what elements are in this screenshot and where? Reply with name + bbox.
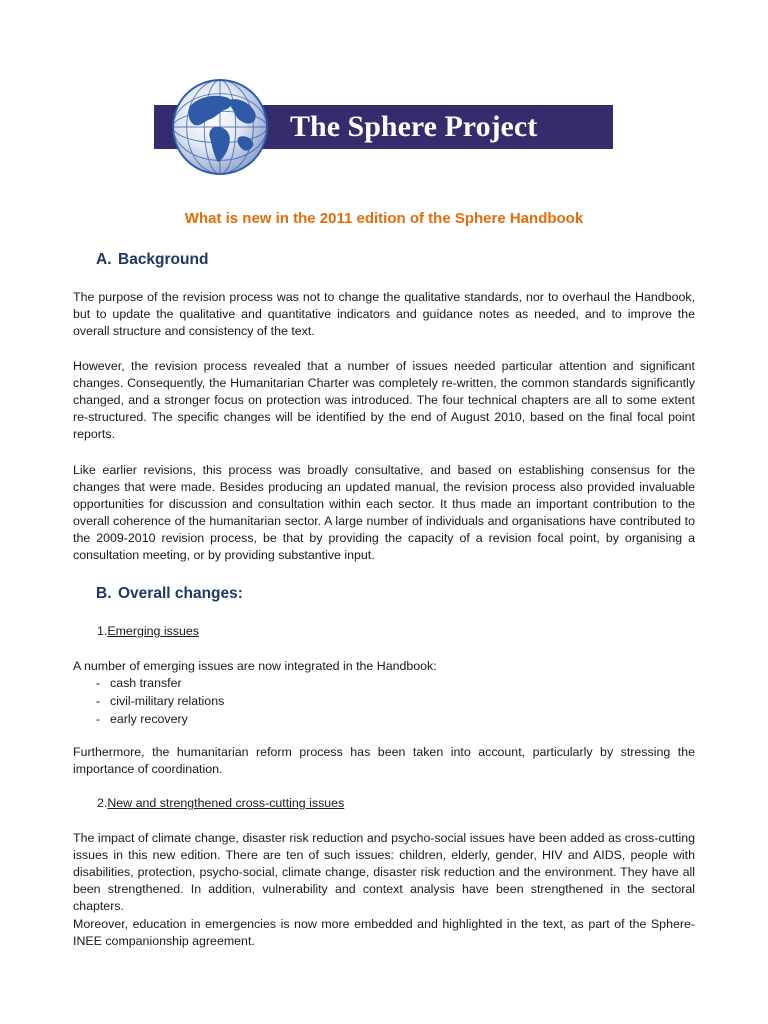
list-item: - cash transfer — [96, 676, 182, 690]
document-title: What is new in the 2011 edition of the Sphere Handbook — [184, 210, 584, 227]
list-item: - early recovery — [96, 712, 188, 726]
section-b-title: Overall changes: — [118, 585, 243, 602]
globe-logo-icon — [171, 78, 269, 176]
paragraph-purpose: The purpose of the revision process was not to change the qualitative standards, nor to overhaul the Handbook, but to update the qualitative and quantitative indicators and guidance notes as needed, and to improve the overall structure and consistency of the text. — [73, 290, 695, 338]
section-a-letter: A. — [96, 251, 112, 268]
paragraph-consultative: Like earlier revisions, this process was broadly consultative, and based on establishing consensus for the changes that were made. Besides producing an updated manual, the revision process also provided invaluable opportunities for discussion and consultation within each sector. It thus made an important contribution to the overall coherence of the humanitarian sector. A large number of individuals and organisations have contributed to the 2009-2010 revision process, be that by providing the capacity of a revision focal point, by organising a consultation meeting, or by providing substantive input. — [73, 463, 695, 562]
paragraph-climate: The impact of climate change, disaster risk reduction and psycho-social issues have been added as cross-cutting issues in this new edition. There are ten of such issues: children, elderly, gender, HIV and AIDS, people with disabilities, protection, psycho-social, climate change, disaster risk reduction and the environment. They have all been strengthened. In addition, vulnerability and context analysis have been strengthened in the sectoral chapters. — [73, 831, 695, 913]
subheading-1-number: 1. — [97, 624, 108, 638]
section-b-letter: B. — [96, 585, 112, 602]
paragraph-emerging-intro: A number of emerging issues are now integrated in the Handbook: — [73, 659, 437, 673]
sphere-banner — [169, 78, 613, 177]
subheading-2-title: New and strengthened cross-cutting issues — [107, 796, 345, 810]
subheading-2-number: 2. — [97, 796, 108, 810]
section-a-title: Background — [118, 251, 209, 268]
paragraph-education: Moreover, education in emergencies is now more embedded and highlighted in the text, as part of the Sphere-INEE companionship agreement. — [73, 917, 695, 948]
section-a-heading — [96, 251, 208, 269]
paragraph-reform: Furthermore, the humanitarian reform process has been taken into account, particularly by stressing the importance of coordination. — [73, 745, 695, 776]
subheading-emerging-issues — [97, 624, 199, 638]
subheading-1-title: Emerging issues — [107, 624, 199, 638]
banner-title: The Sphere Project — [290, 110, 538, 143]
section-b-heading — [96, 585, 243, 603]
subheading-cross-cutting — [97, 796, 344, 810]
list-item: - civil-military relations — [96, 694, 225, 708]
paragraph-however: However, the revision process revealed that a number of issues needed particular attention and significant changes. Consequently, the Humanitarian Charter was completely re-written, the common standards significantly changed, and a stronger focus on protection was introduced. The four technical chapters are all to some extent re-structured. The specific changes will be identified by the end of August 2010, based on the final focal point reports. — [73, 359, 695, 441]
emerging-issues-list — [96, 674, 224, 728]
